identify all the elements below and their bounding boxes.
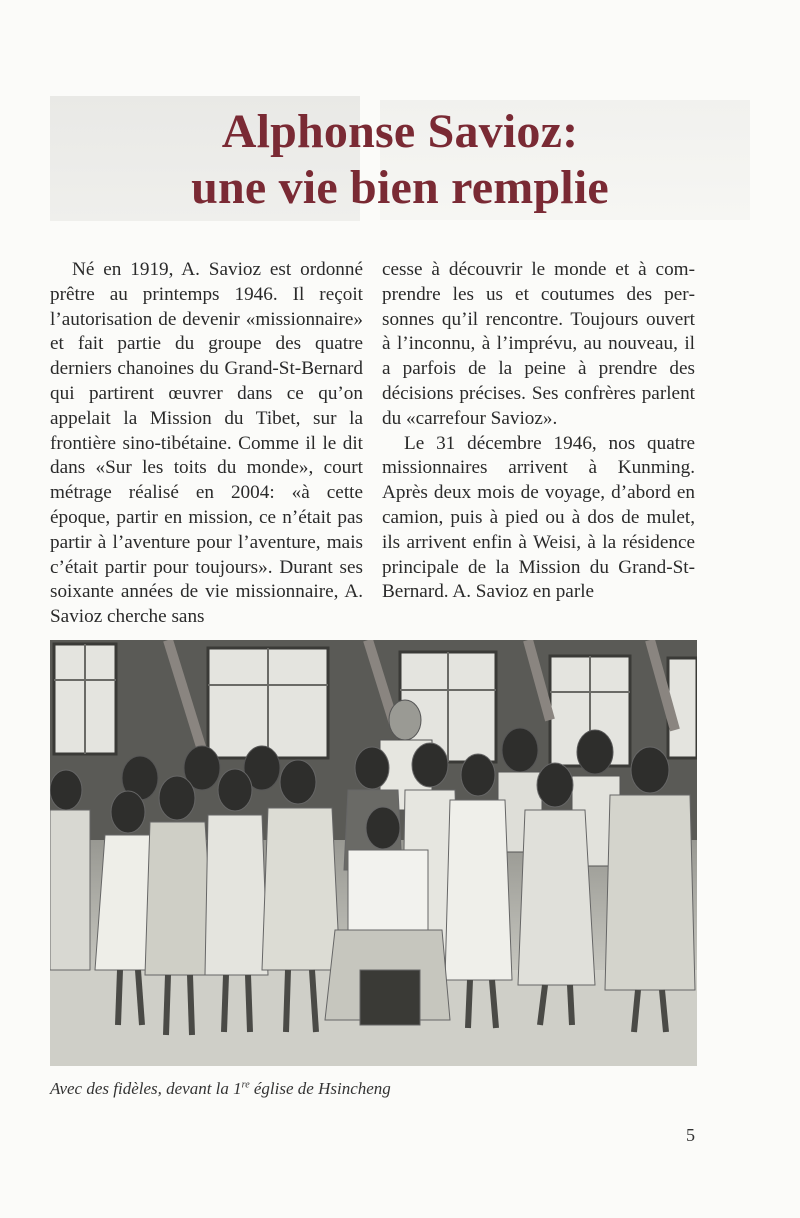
- paragraph: Né en 1919, A. Savioz est ordonné prêtre au printemps 1946. Il reçoit l’autorisation de devenir «missionnaire» et fait partie du groupe des quatre derniers chanoines du Grand-St-Bernard qui partirent œuvrer dans ce qu’on appelait la Mission du Tibet, sur la frontière sino-tibétaine. Comme il le dit dans «Sur les toits du monde», court métrage réalisé en 2004: «à cette époque, partir en mission, ce n’était pas partir à l’aventure pour l’aventure, mais c’était partir pour toujours». Durant ses soixante années de vie missionnaire, A. Savioz cherche sans: [50, 259, 363, 628]
- photo-caption: [50, 1078, 700, 1100]
- paragraph: Le 31 décembre 1946, nos quatre missionnaires arrivent à Kunming. Après deux mois de voyage, d’abord en camion, puis à pied ou à dos de mulet, ils arrivent enfin à Weisi, à la résidence principale de la Mission du Grand-St-Bernard. A. Savioz en parle: [382, 432, 695, 603]
- caption-text-end: église de Hsincheng: [249, 1079, 391, 1098]
- group-photo: [50, 640, 697, 1066]
- paragraph: cesse à découvrir le monde et à comprendre les us et coutumes des personnes qu’il rencontre. Toujours ouvert à l’inconnu, à l’imprévu, au nouveau, il a parfois de la peine à prendre des décisions précises. Ses confrères parlent du «carrefour Savioz».: [382, 259, 695, 429]
- caption-text: Avec des fidèles, devant la 1: [50, 1079, 242, 1098]
- article-title: [0, 104, 800, 216]
- page-number: 5: [686, 1125, 695, 1145]
- title-line-2: une vie bien remplie: [191, 161, 609, 214]
- title-line-1: Alphonse Savioz:: [221, 105, 579, 158]
- caption-superscript: re: [241, 1079, 250, 1091]
- text-column-left: [50, 258, 363, 630]
- text-column-right: [382, 258, 695, 605]
